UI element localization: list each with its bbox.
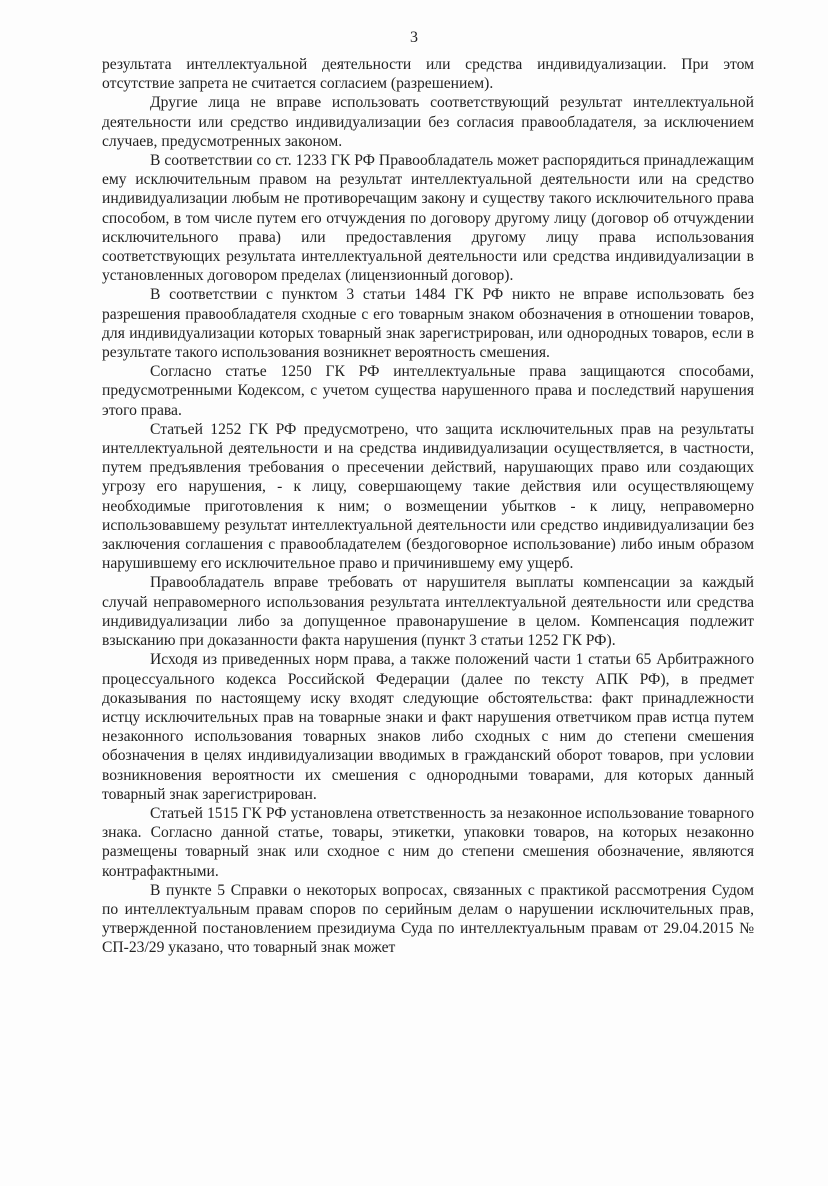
paragraph: В пункте 5 Справки о некоторых вопросах, связанных с практикой рассмотрения Судом по интеллектуальным правам споров по серийным делам о нарушении исключительных прав, утвержденной постановлением президиума Суда по интеллектуальным правам от 29.04.2015 № СП-23/29 указано, что товарный знак может (102, 881, 754, 957)
document-body (102, 55, 754, 958)
page-number: 3 (410, 29, 418, 46)
paragraph: Статьей 1515 ГК РФ установлена ответственность за незаконное использование товарного знака. Согласно данной статье, товары, этикетки, упаковки товаров, на которых незаконно размещены товарный знак или сходное с ним до степени смешения обозначение, являются контрафактными. (102, 804, 754, 880)
paragraph: Согласно статье 1250 ГК РФ интеллектуальные права защищаются способами, предусмотренными Кодексом, с учетом существа нарушенного права и последствий нарушения этого права. (102, 363, 754, 419)
paragraph: Исходя из приведенных норм права, а также положений части 1 статьи 65 Арбитражного процессуального кодекса Российской Федерации (далее по тексту АПК РФ), в предмет доказывания по настоящему иску входят следующие обстоятельства: факт принадлежности истцу исключительных прав на товарные знаки и факт нарушения ответчиком прав истца путем незаконного использования товарных знаков либо сходных с ним до степени смешения обозначения в целях индивидуализации вводимых в гражданский оборот товаров, при условии возникновения вероятности их смешения с однородными товарами, для которых данный товарный знак зарегистрирован. (102, 651, 754, 803)
paragraph-continuation: результата интеллектуальной деятельности или средства индивидуализации. При этом отсутствие запрета не считается согласием (разрешением). (102, 56, 754, 93)
paragraph: В соответствии с пунктом 3 статьи 1484 ГК РФ никто не вправе использовать без разрешения правообладателя сходные с его товарным знаком обозначения в отношении товаров, для индивидуализации которых товарный знак зарегистрирован, или однородных товаров, если в результате такого использования возникнет вероятность смешения. (102, 286, 754, 362)
paragraph: Статьей 1252 ГК РФ предусмотрено, что защита исключительных прав на результаты интеллектуальной деятельности и на средства индивидуализации осуществляется, в частности, путем предъявления требования о пресечении действий, нарушающих право или создающих угрозу его нарушения, - к лицу, совершающему такие действия или осуществляющему необходимые приготовления к ним; о возмещении убытков - к лицу, неправомерно использовавшему результат интеллектуальной деятельности или средство индивидуализации без заключения соглашения с правообладателем (бездоговорное использование) либо иным образом нарушившему его исключительное право и причинившему ему ущерб. (102, 420, 754, 573)
paragraph: Другие лица не вправе использовать соответствующий результат интеллектуальной деятельности или средство индивидуализации без согласия правообладателя, за исключением случаев, предусмотренных законом. (102, 94, 754, 150)
paragraph: В соответствии со ст. 1233 ГК РФ Правообладатель может распорядиться принадлежащим ему исключительным правом на результат интеллектуальной деятельности или на средство индивидуализации любым не противоречащим закону и существу такого исключительного права способом, в том числе путем его отчуждения по договору другому лицу (договор об отчуждении исключительного права) или предоставления другому лицу права использования соответствующих результата интеллектуальной деятельности или средства индивидуализации в установленных договором пределах (лицензионный договор). (102, 152, 754, 285)
paragraph: Правообладатель вправе требовать от нарушителя выплаты компенсации за каждый случай неправомерного использования результата интеллектуальной деятельности или средства индивидуализации либо за допущенное правонарушение в целом. Компенсация подлежит взысканию при доказанности факта нарушения (пункт 3 статьи 1252 ГК РФ). (102, 574, 754, 650)
